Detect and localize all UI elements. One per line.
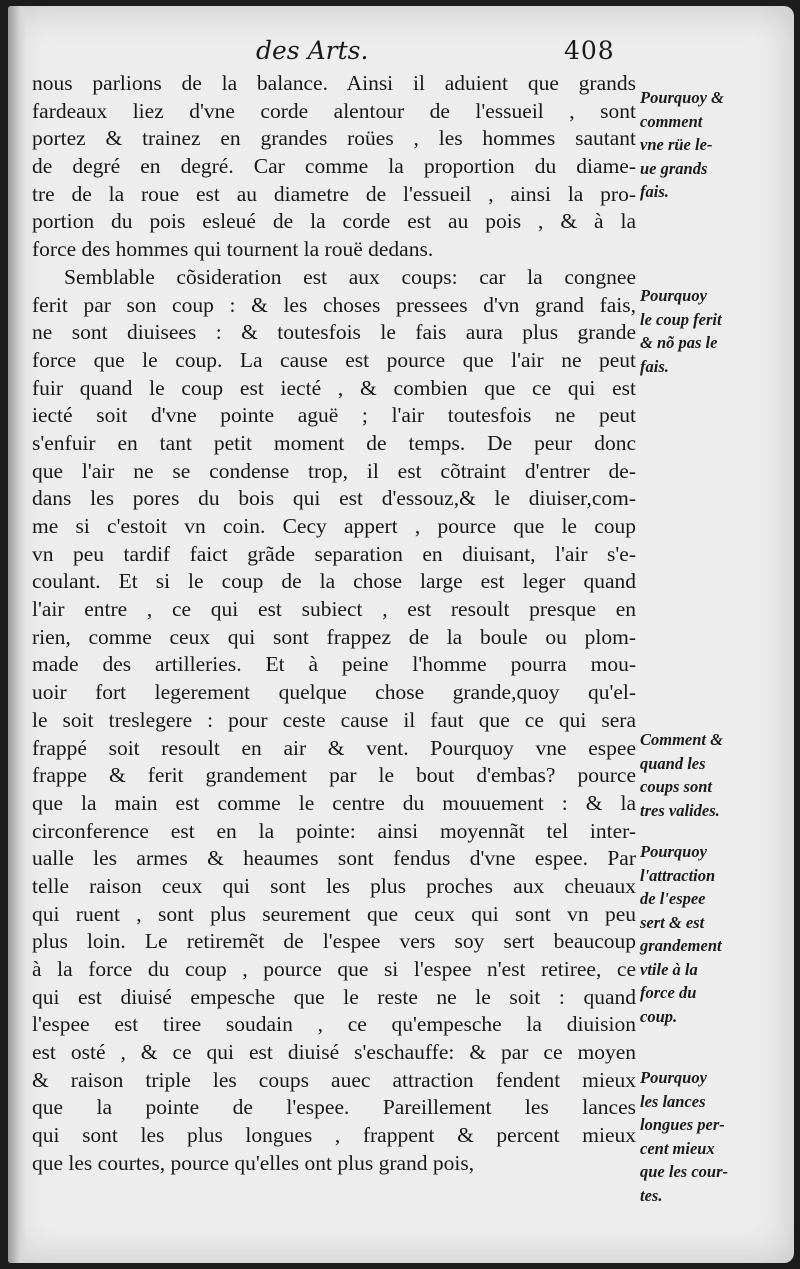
margin-note-line: sert & est <box>640 912 705 932</box>
text-line: que l'air ne se condense trop, il est cõtraint d'entrer de- <box>32 458 636 483</box>
text-line: telle raison ceux qui sont les plus proches aux cheuaux <box>32 873 636 898</box>
text-line: coulant. Et si le coup de la chose large est leger quand <box>32 569 636 594</box>
text-line: le soit treslegere : pour ceste cause il faut que ce qui sera <box>32 707 636 732</box>
text-line: circonference est en la pointe: ainsi moyennãt tel inter- <box>32 818 636 843</box>
text-line: iecté soit d'vne pointe aguë ; l'air toutesfois ne peut <box>32 403 636 428</box>
text-line: qui est diuisé empesche que le reste ne le soit : quand <box>32 984 636 1009</box>
margin-note-line: l'attraction <box>640 865 716 885</box>
page-gutter-shadow <box>8 6 26 1263</box>
text-line: ualle les armes & heaumes sont fendus d'vne espee. Par <box>32 846 636 871</box>
body-text <box>32 70 636 1178</box>
text-line: made des artilleries. Et à peine l'homme pourra mou- <box>32 652 636 677</box>
text-line: frappe & ferit grandement par le bout d'embas? pource <box>32 763 636 788</box>
text-line: de degré en degré. Car comme la proportion du diame- <box>32 154 636 179</box>
text-line: & raison triple les coups auec attraction fendent mieux <box>32 1067 636 1092</box>
text-line: vn peu tardif faict grãde separation en diuisant, l'air s'e- <box>32 541 636 566</box>
text-line: rien, comme ceux qui sont frappez de la boule ou plom- <box>32 624 636 649</box>
margin-note-strokes <box>640 728 780 822</box>
text-line: plus loin. Le retiremẽt de l'espee vers soy sert beaucoup <box>32 929 636 954</box>
margin-note-line: grandement <box>640 936 722 955</box>
text-line: me si c'estoit vn coin. Cecy appert , pource que le coup <box>32 514 636 538</box>
text-line: nous parlions de la balance. Ainsi il aduient que grands <box>32 71 636 95</box>
text-line: l'espee est tiree soudain , ce qu'empesche la diuision <box>32 1012 636 1037</box>
margin-note-line: longues per- <box>640 1115 725 1134</box>
text-line: force que le coup. La cause est pource que l'air ne peut <box>32 347 636 372</box>
text-line: s'enfuir en tant petit moment de temps. De peur donc <box>32 430 636 455</box>
margin-note-line: de l'espee <box>640 889 706 908</box>
margin-note-blow <box>640 284 780 378</box>
margin-note-sword <box>640 840 780 1028</box>
text-line: que la pointe de l'espee. Pareillement les lances <box>32 1095 636 1120</box>
margin-note-line: les lances <box>640 1091 706 1111</box>
text-line: l'air entre , ce qui est subiect , est resoult presque en <box>32 597 636 622</box>
margin-note-line: comment <box>640 111 703 131</box>
text-line: qui sont les plus longues , frappent & percent mieux <box>32 1123 636 1148</box>
margin-note-lances <box>640 1066 780 1207</box>
text-line: à la force du coup , pource que si l'espee n'est retiree, ce <box>32 957 636 981</box>
margin-note-line: & nõ pas le <box>640 333 718 352</box>
margin-note-line: tres valides. <box>640 800 720 820</box>
text-line: force des hommes qui tournent la rouë dedans. <box>32 237 434 262</box>
margin-note-line: Pourquoy <box>640 1068 707 1087</box>
text-line: que la main est comme le centre du mouuement : & la <box>32 790 636 815</box>
running-head: des Arts. <box>256 36 369 65</box>
text-line: uoir fort legerement quelque chose grande,quoy qu'el- <box>32 680 636 705</box>
text-line: que les courtes, pource qu'elles ont plus grand pois, <box>32 1150 475 1175</box>
text-line: est osté , & ce qui est diuisé s'eschauffe: & par ce moyen <box>32 1040 636 1065</box>
margin-note-line: fais. <box>640 356 669 376</box>
margin-note-line: Pourquoy & <box>640 88 724 107</box>
margin-note-line: Pourquoy <box>640 842 707 861</box>
text-line: Semblable cõsideration est aux coups: car la congnee <box>64 264 636 289</box>
margin-note-line: tes. <box>640 1185 663 1205</box>
text-line: portion du pois esleué de la corde est au pois , & à la <box>32 209 636 234</box>
text-line: tre de la roue est au diametre de l'essueil , ainsi la pro- <box>32 181 636 206</box>
margin-note-line: force du <box>640 983 697 1002</box>
text-line: fardeaux liez d'vne corde alentour de l'essueil , sont <box>32 98 636 123</box>
margin-note-line: vtile à la <box>640 959 698 979</box>
margin-note-line: coup. <box>640 1006 678 1026</box>
text-line: frappé soit resoult en air & vent. Pourquoy vne espee <box>32 735 636 760</box>
margin-note-line: Pourquoy <box>640 286 707 305</box>
margin-note-line: vne rüe le- <box>640 135 713 154</box>
text-line: qui ruent , sont plus seurement que ceux qui sont vn peu <box>32 901 636 926</box>
margin-note-line: cent mieux <box>640 1138 715 1158</box>
margin-note-line: coups sont <box>640 777 712 796</box>
page-number: 408 <box>564 36 615 65</box>
text-line: ferit par son coup : & les choses pressees d'vn grand fais, <box>32 292 636 317</box>
text-line: ne sont diuisees : & toutesfois le fais aura plus grande <box>32 320 636 345</box>
margin-note-line: ue grands <box>640 158 708 178</box>
text-line: dans les pores du bois qui est d'essouz,& le diuiser,com- <box>32 486 636 511</box>
text-line: fuir quand le coup est iecté , & combien que ce qui est <box>32 375 636 400</box>
margin-note-line: le coup ferit <box>640 309 722 329</box>
margin-note-line: Comment & <box>640 730 723 749</box>
text-line: portez & trainez en grandes roües , les hommes sautant <box>32 126 636 151</box>
margin-note-wheel <box>640 86 780 204</box>
margin-note-line: quand les <box>640 753 706 773</box>
book-page <box>8 6 794 1263</box>
margin-note-line: que les cour- <box>640 1162 728 1181</box>
margin-note-line: fais. <box>640 182 669 201</box>
